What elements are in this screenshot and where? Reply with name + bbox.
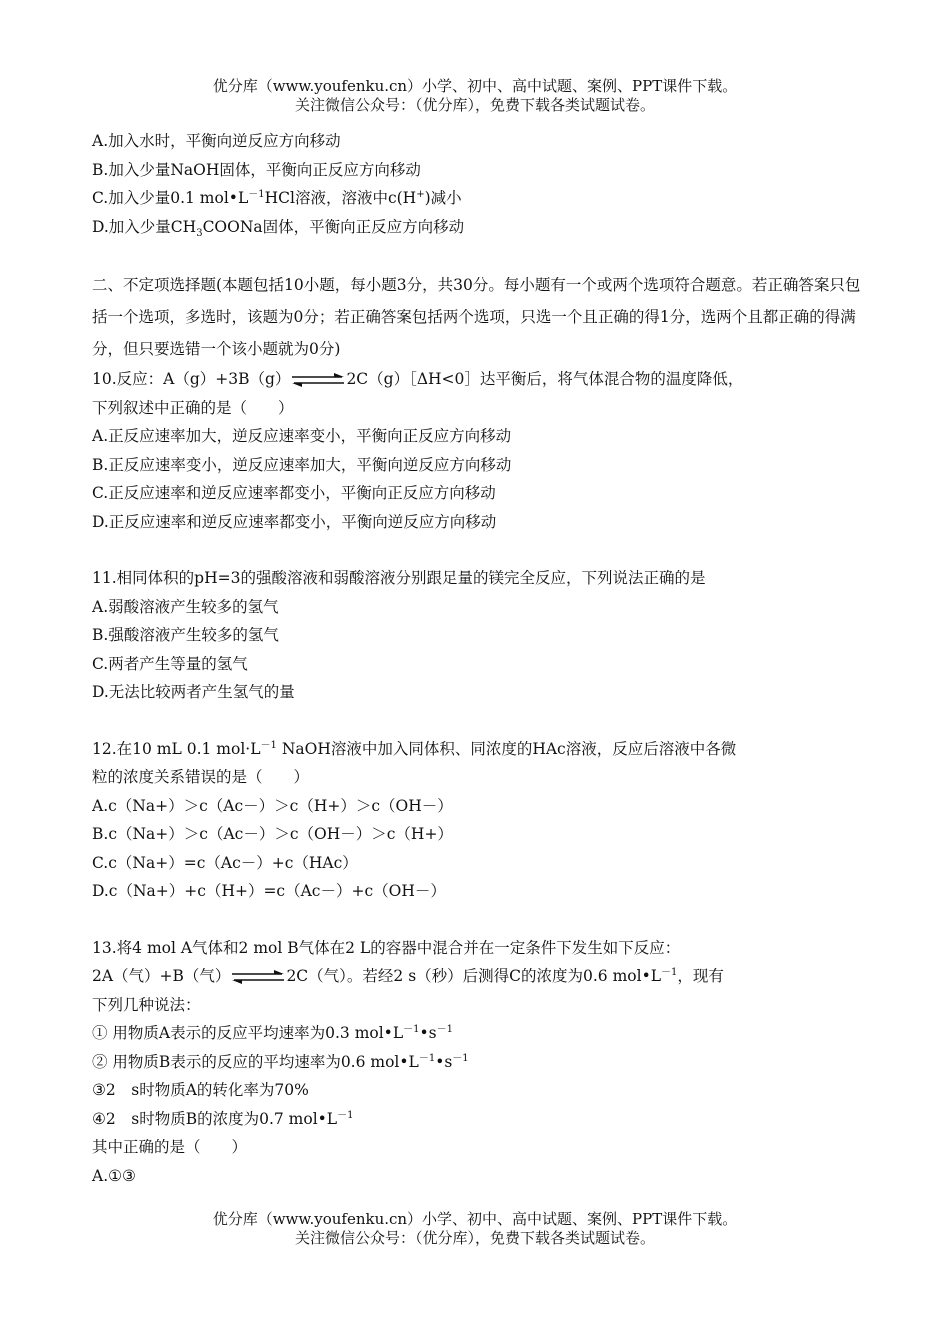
- q13-statement-3: ③2 s时物质A的转化率为70%: [92, 1081, 309, 1099]
- q13-option-a: A.①③: [92, 1166, 136, 1185]
- q12-option-c: C.c（Na+）=c（Ac－）+c（HAc）: [92, 853, 358, 872]
- q13-stem: 13.将4 mol A气体和2 mol B气体在2 L的容器中混合并在一定条件下发生如下反应：: [92, 938, 681, 957]
- equilibrium-arrow-icon: [290, 373, 346, 387]
- footer-line-2: 关注微信公众号：（优分库），免费下载各类试题试卷。: [294, 1229, 655, 1247]
- q12-option-b: B.c（Na+）＞c（Ac－）＞c（OH－）＞c（H+）: [92, 825, 453, 843]
- q12-option-d: D.c（Na+）+c（H+）=c（Ac－）+c（OH－）: [92, 882, 446, 900]
- q11-option-c: C.两者产生等量的氢气: [92, 654, 248, 673]
- q12-stem: 12.在10 mL 0.1 $mol\cdot L^{-1}$ NaOH溶液中加入同体积、同浓度的HAc溶液，反应后溶液中各微: [92, 739, 737, 758]
- footer-line-1: 优分库（www.youfenku.cn）小学、初中、高中试题、案例、PPT课件下载。: [212, 1210, 738, 1228]
- page-header: [0, 77, 950, 115]
- q13-equation: 2A（气）+B（气） 2C（气）。若经2 s（秒）后测得C的浓度为0.6 $mol•L^{-1}$，现有: [92, 966, 724, 985]
- q9-option-c: C.加入少量0.1 $mol•L^{-1}HCl$溶液，溶液中c(H+)减小: [92, 188, 462, 207]
- q9-option-d: D.加入少量$CH_3COONa$固体，平衡向正反应方向移动: [92, 217, 465, 239]
- q11-option-a: A.弱酸溶液产生较多的氢气: [92, 597, 279, 616]
- q10-stem: 10.反应：A（g）+3B（g） 2C（g）［ΔH<0］达平衡后，将气体混合物的温度降低，: [92, 370, 744, 388]
- header-line-2: 关注微信公众号：（优分库），免费下载各类试题试卷。: [294, 96, 655, 114]
- q11-option-b: B.强酸溶液产生较多的氢气: [92, 626, 279, 644]
- q13-statement-2: ② 用物质B表示的反应的平均速率为0.6 $mol•L^{-1}•s^{-1}$: [92, 1052, 469, 1071]
- q10-stem-2: 下列叙述中正确的是（ ）: [92, 398, 294, 417]
- page-footer: [0, 1210, 950, 1248]
- q10-option-d: D.正反应速率和逆反应速率都变小，平衡向逆反应方向移动: [92, 512, 497, 531]
- q11-stem: 11.相同体积的pH=3的强酸溶液和弱酸溶液分别跟足量的镁完全反应，下列说法正确的是: [92, 569, 706, 587]
- q9-option-b: B.加入少量NaOH固体，平衡向正反应方向移动: [92, 160, 421, 179]
- document-body: [92, 127, 862, 1190]
- q10-option-c: C.正反应速率和逆反应速率都变小，平衡向正反应方向移动: [92, 484, 496, 502]
- q10-option-a: A.正反应速率加大，逆反应速率变小，平衡向正反应方向移动: [92, 427, 512, 445]
- q12-option-a: A.c（Na+）＞c（Ac－）＞c（H+）＞c（OH－）: [92, 796, 453, 815]
- q9-option-a: A.加入水时，平衡向逆反应方向移动: [92, 132, 341, 150]
- q11-option-d: D.无法比较两者产生氢气的量: [92, 683, 295, 701]
- q13-ask: 其中正确的是（ ）: [92, 1138, 248, 1156]
- q13-statement-4: ④2 s时物质B的浓度为0.7 $mol•L^{-1}$: [92, 1109, 354, 1128]
- header-line-1: 优分库（www.youfenku.cn）小学、初中、高中试题、案例、PPT课件下载。: [212, 77, 738, 95]
- q12-stem-2: 粒的浓度关系错误的是（ ）: [92, 768, 310, 786]
- q13-statement-1: ① 用物质A表示的反应平均速率为0.3 $mol•L^{-1}•s^{-1}$: [92, 1023, 453, 1042]
- equilibrium-arrow-icon: [230, 970, 286, 984]
- section-2-instructions: 二、不定项选择题(本题包括10小题，每小题3分，共30分。每小题有一个或两个选项符合题意。若正确答案只包括一个选项，多选时，该题为0分；若正确答案包括两个选项，只选一个且正确的得1分，选两个且都正确的得满分，但只要选错一个该小题就为0分): [92, 276, 861, 358]
- q10-option-b: B.正反应速率变小，逆反应速率加大，平衡向逆反应方向移动: [92, 455, 512, 474]
- q13-stem-3: 下列几种说法：: [92, 995, 201, 1014]
